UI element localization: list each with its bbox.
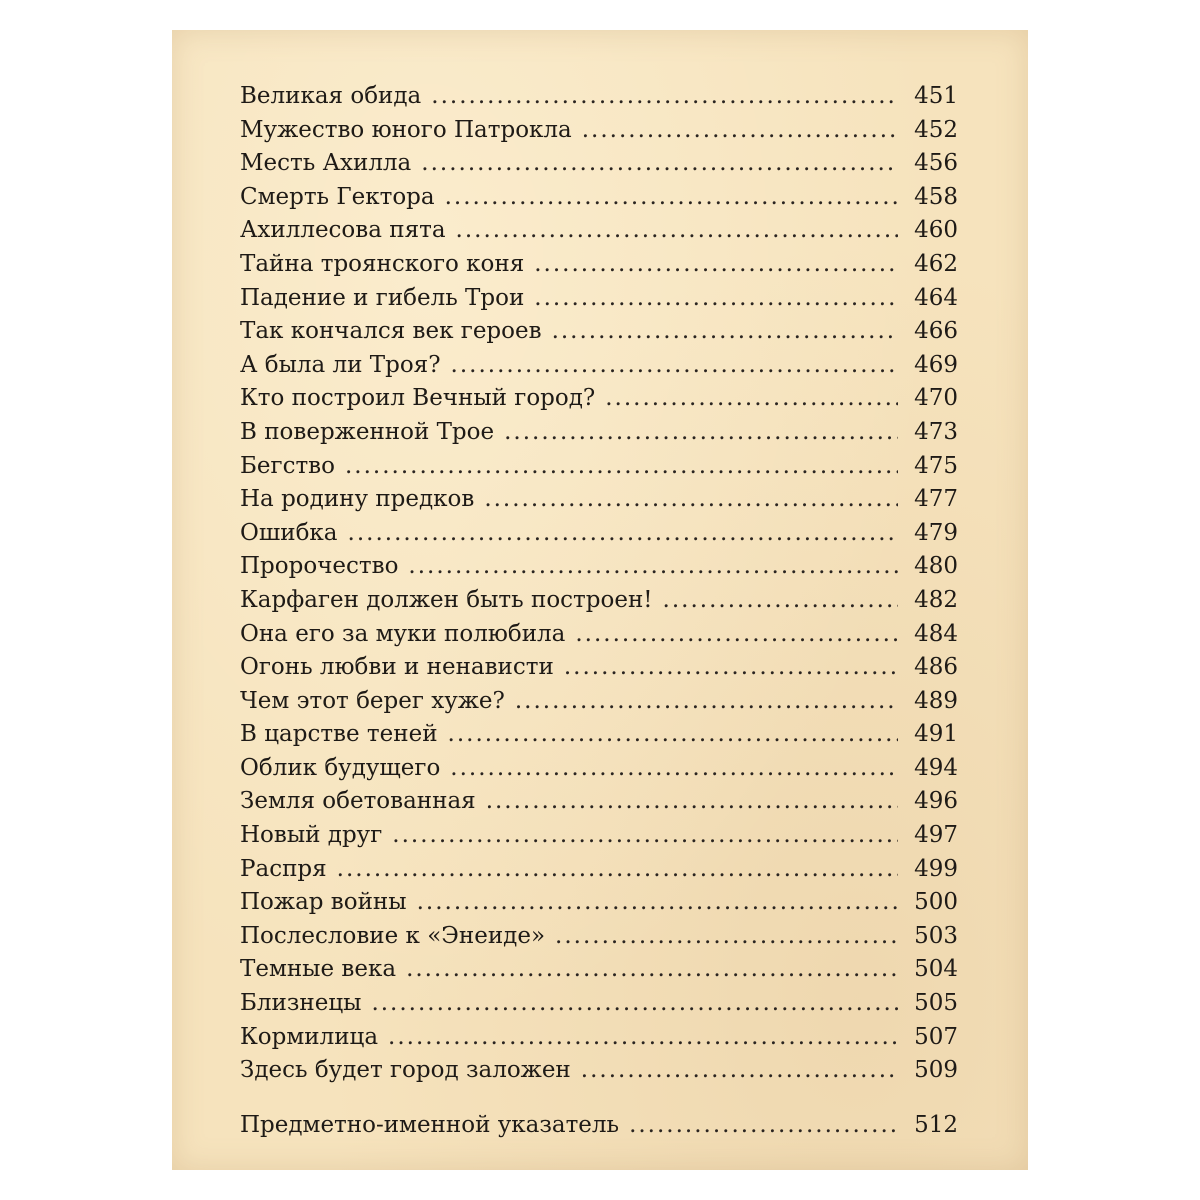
- toc-entry-page-number: 491: [914, 721, 958, 748]
- toc-entry: [240, 349, 958, 383]
- dot-leader: [484, 483, 898, 517]
- toc-index-entry: [240, 1109, 958, 1143]
- dot-leader: [504, 416, 898, 450]
- dot-leader: [451, 349, 898, 383]
- toc-entry-page-number: 466: [914, 318, 958, 345]
- toc-entry-title: В царстве теней: [240, 721, 438, 748]
- toc-entry-page-number: 482: [914, 586, 958, 613]
- toc-entry-page-number: 475: [914, 452, 958, 479]
- toc-entry-title: Кормилица: [240, 1023, 379, 1050]
- dot-leader: [534, 282, 898, 316]
- toc-entry: [240, 382, 958, 416]
- toc-entry-page-number: 503: [914, 922, 958, 949]
- toc-entry: [240, 114, 958, 148]
- toc-entry-page-number: 473: [914, 418, 958, 445]
- dot-leader: [555, 920, 898, 954]
- toc-entry-title: Темные века: [240, 956, 397, 983]
- dot-leader: [450, 752, 898, 786]
- dot-leader: [371, 987, 898, 1021]
- toc-entry-title: Падение и гибель Трои: [240, 284, 525, 311]
- toc-entry-title: На родину предков: [240, 486, 475, 513]
- dot-leader: [431, 80, 898, 114]
- dot-leader: [408, 550, 898, 584]
- toc-entry: [240, 80, 958, 114]
- toc-entry: [240, 315, 958, 349]
- dot-leader: [388, 1021, 898, 1055]
- toc-entry-page-number: 499: [914, 855, 958, 882]
- toc-entry-page-number: 509: [914, 1057, 958, 1084]
- toc-entry-page-number: 477: [914, 486, 958, 513]
- dot-leader: [605, 382, 898, 416]
- dot-leader: [448, 718, 898, 752]
- toc-entry-page-number: 456: [914, 150, 958, 177]
- toc-entry-title: Близнецы: [240, 990, 362, 1017]
- toc-entry-title: Ахиллесова пята: [240, 217, 446, 244]
- toc-entry: [240, 584, 958, 618]
- toc-entry-title: Кто построил Вечный город?: [240, 385, 596, 412]
- toc-entry-page-number: 512: [914, 1111, 958, 1138]
- toc-entry: [240, 651, 958, 685]
- toc-entry-page-number: 470: [914, 385, 958, 412]
- dot-leader: [337, 853, 898, 887]
- toc-entry: [240, 953, 958, 987]
- dot-leader: [345, 450, 898, 484]
- toc-entry: [240, 517, 958, 551]
- dot-leader: [575, 618, 898, 652]
- toc-entry: [240, 685, 958, 719]
- toc-entry-page-number: 494: [914, 754, 958, 781]
- dot-leader: [564, 651, 898, 685]
- toc-entry-page-number: 460: [914, 217, 958, 244]
- toc-entry-title: В поверженной Трое: [240, 418, 495, 445]
- toc-entry: [240, 147, 958, 181]
- toc-entry-page-number: 500: [914, 889, 958, 916]
- toc-entry-page-number: 452: [914, 116, 958, 143]
- toc-entry: [240, 450, 958, 484]
- section-gap: [240, 1088, 958, 1109]
- toc-entry-title: Мужество юного Патрокла: [240, 116, 572, 143]
- toc-entry-page-number: 464: [914, 284, 958, 311]
- toc-entry: [240, 987, 958, 1021]
- toc-entry: [240, 1021, 958, 1055]
- toc-entry-title: Смерть Гектора: [240, 183, 435, 210]
- dot-leader: [582, 114, 898, 148]
- dot-leader: [552, 315, 898, 349]
- toc-entry-page-number: 507: [914, 1023, 958, 1050]
- toc-entry-title: Ошибка: [240, 519, 338, 546]
- dot-leader: [406, 953, 898, 987]
- toc-entry-title: Тайна троянского коня: [240, 250, 525, 277]
- toc-entry-title: Бегство: [240, 452, 335, 479]
- toc-entry-title: Новый друг: [240, 822, 383, 849]
- toc-entry-title: Облик будущего: [240, 754, 441, 781]
- toc-entry: [240, 1054, 958, 1088]
- toc-entry-title: Послесловие к «Энеиде»: [240, 922, 546, 949]
- toc-entry-title: Огонь любви и ненависти: [240, 654, 554, 681]
- toc-entry-page-number: 462: [914, 250, 958, 277]
- dot-leader: [534, 248, 898, 282]
- dot-leader: [417, 886, 898, 920]
- toc-entry-title: Земля обетованная: [240, 788, 476, 815]
- dot-leader: [486, 785, 898, 819]
- toc-entry: [240, 214, 958, 248]
- toc-entry: [240, 886, 958, 920]
- toc-entry-page-number: 504: [914, 956, 958, 983]
- toc-entry-page-number: 505: [914, 990, 958, 1017]
- dot-leader: [456, 214, 898, 248]
- toc-entry: [240, 752, 958, 786]
- toc-entry: [240, 618, 958, 652]
- toc-entry-title: Месть Ахилла: [240, 150, 412, 177]
- toc-entry-title: Пожар войны: [240, 889, 407, 916]
- toc-entry-title: Предметно-именной указатель: [240, 1111, 620, 1138]
- book-page: [172, 30, 1028, 1170]
- table-of-contents: [240, 80, 958, 1142]
- dot-leader: [445, 181, 898, 215]
- dot-leader: [421, 147, 898, 181]
- toc-entry-page-number: 480: [914, 553, 958, 580]
- toc-entry-title: Так кончался век героев: [240, 318, 542, 345]
- toc-entry-page-number: 497: [914, 822, 958, 849]
- toc-entry-page-number: 451: [914, 83, 958, 109]
- toc-entry-title: Она его за муки полюбила: [240, 620, 566, 647]
- dot-leader: [629, 1109, 898, 1143]
- dot-leader: [348, 517, 898, 551]
- toc-entry: [240, 920, 958, 954]
- toc-entry: [240, 181, 958, 215]
- toc-entry: [240, 853, 958, 887]
- toc-entry-page-number: 489: [914, 687, 958, 714]
- toc-entry: [240, 282, 958, 316]
- toc-entry-page-number: 479: [914, 519, 958, 546]
- toc-entry-page-number: 484: [914, 620, 958, 647]
- toc-entry: [240, 248, 958, 282]
- toc-entry: [240, 416, 958, 450]
- toc-entry: [240, 819, 958, 853]
- toc-entry: [240, 718, 958, 752]
- toc-entry-page-number: 469: [914, 351, 958, 378]
- dot-leader: [392, 819, 898, 853]
- toc-entry-title: Распря: [240, 855, 327, 882]
- toc-entry-title: А была ли Троя?: [240, 351, 441, 378]
- toc-entry-title: Великая обида: [240, 83, 422, 109]
- toc-entry: [240, 550, 958, 584]
- toc-entry-title: Здесь будет город заложен: [240, 1057, 571, 1084]
- dot-leader: [515, 685, 898, 719]
- toc-entry-page-number: 458: [914, 183, 958, 210]
- dot-leader: [663, 584, 898, 618]
- toc-entry: [240, 483, 958, 517]
- toc-entry: [240, 785, 958, 819]
- toc-entry-page-number: 486: [914, 654, 958, 681]
- dot-leader: [581, 1054, 898, 1088]
- toc-entry-title: Пророчество: [240, 553, 399, 580]
- toc-entry-page-number: 496: [914, 788, 958, 815]
- toc-entry-title: Карфаген должен быть построен!: [240, 586, 653, 613]
- toc-entry-title: Чем этот берег хуже?: [240, 687, 505, 714]
